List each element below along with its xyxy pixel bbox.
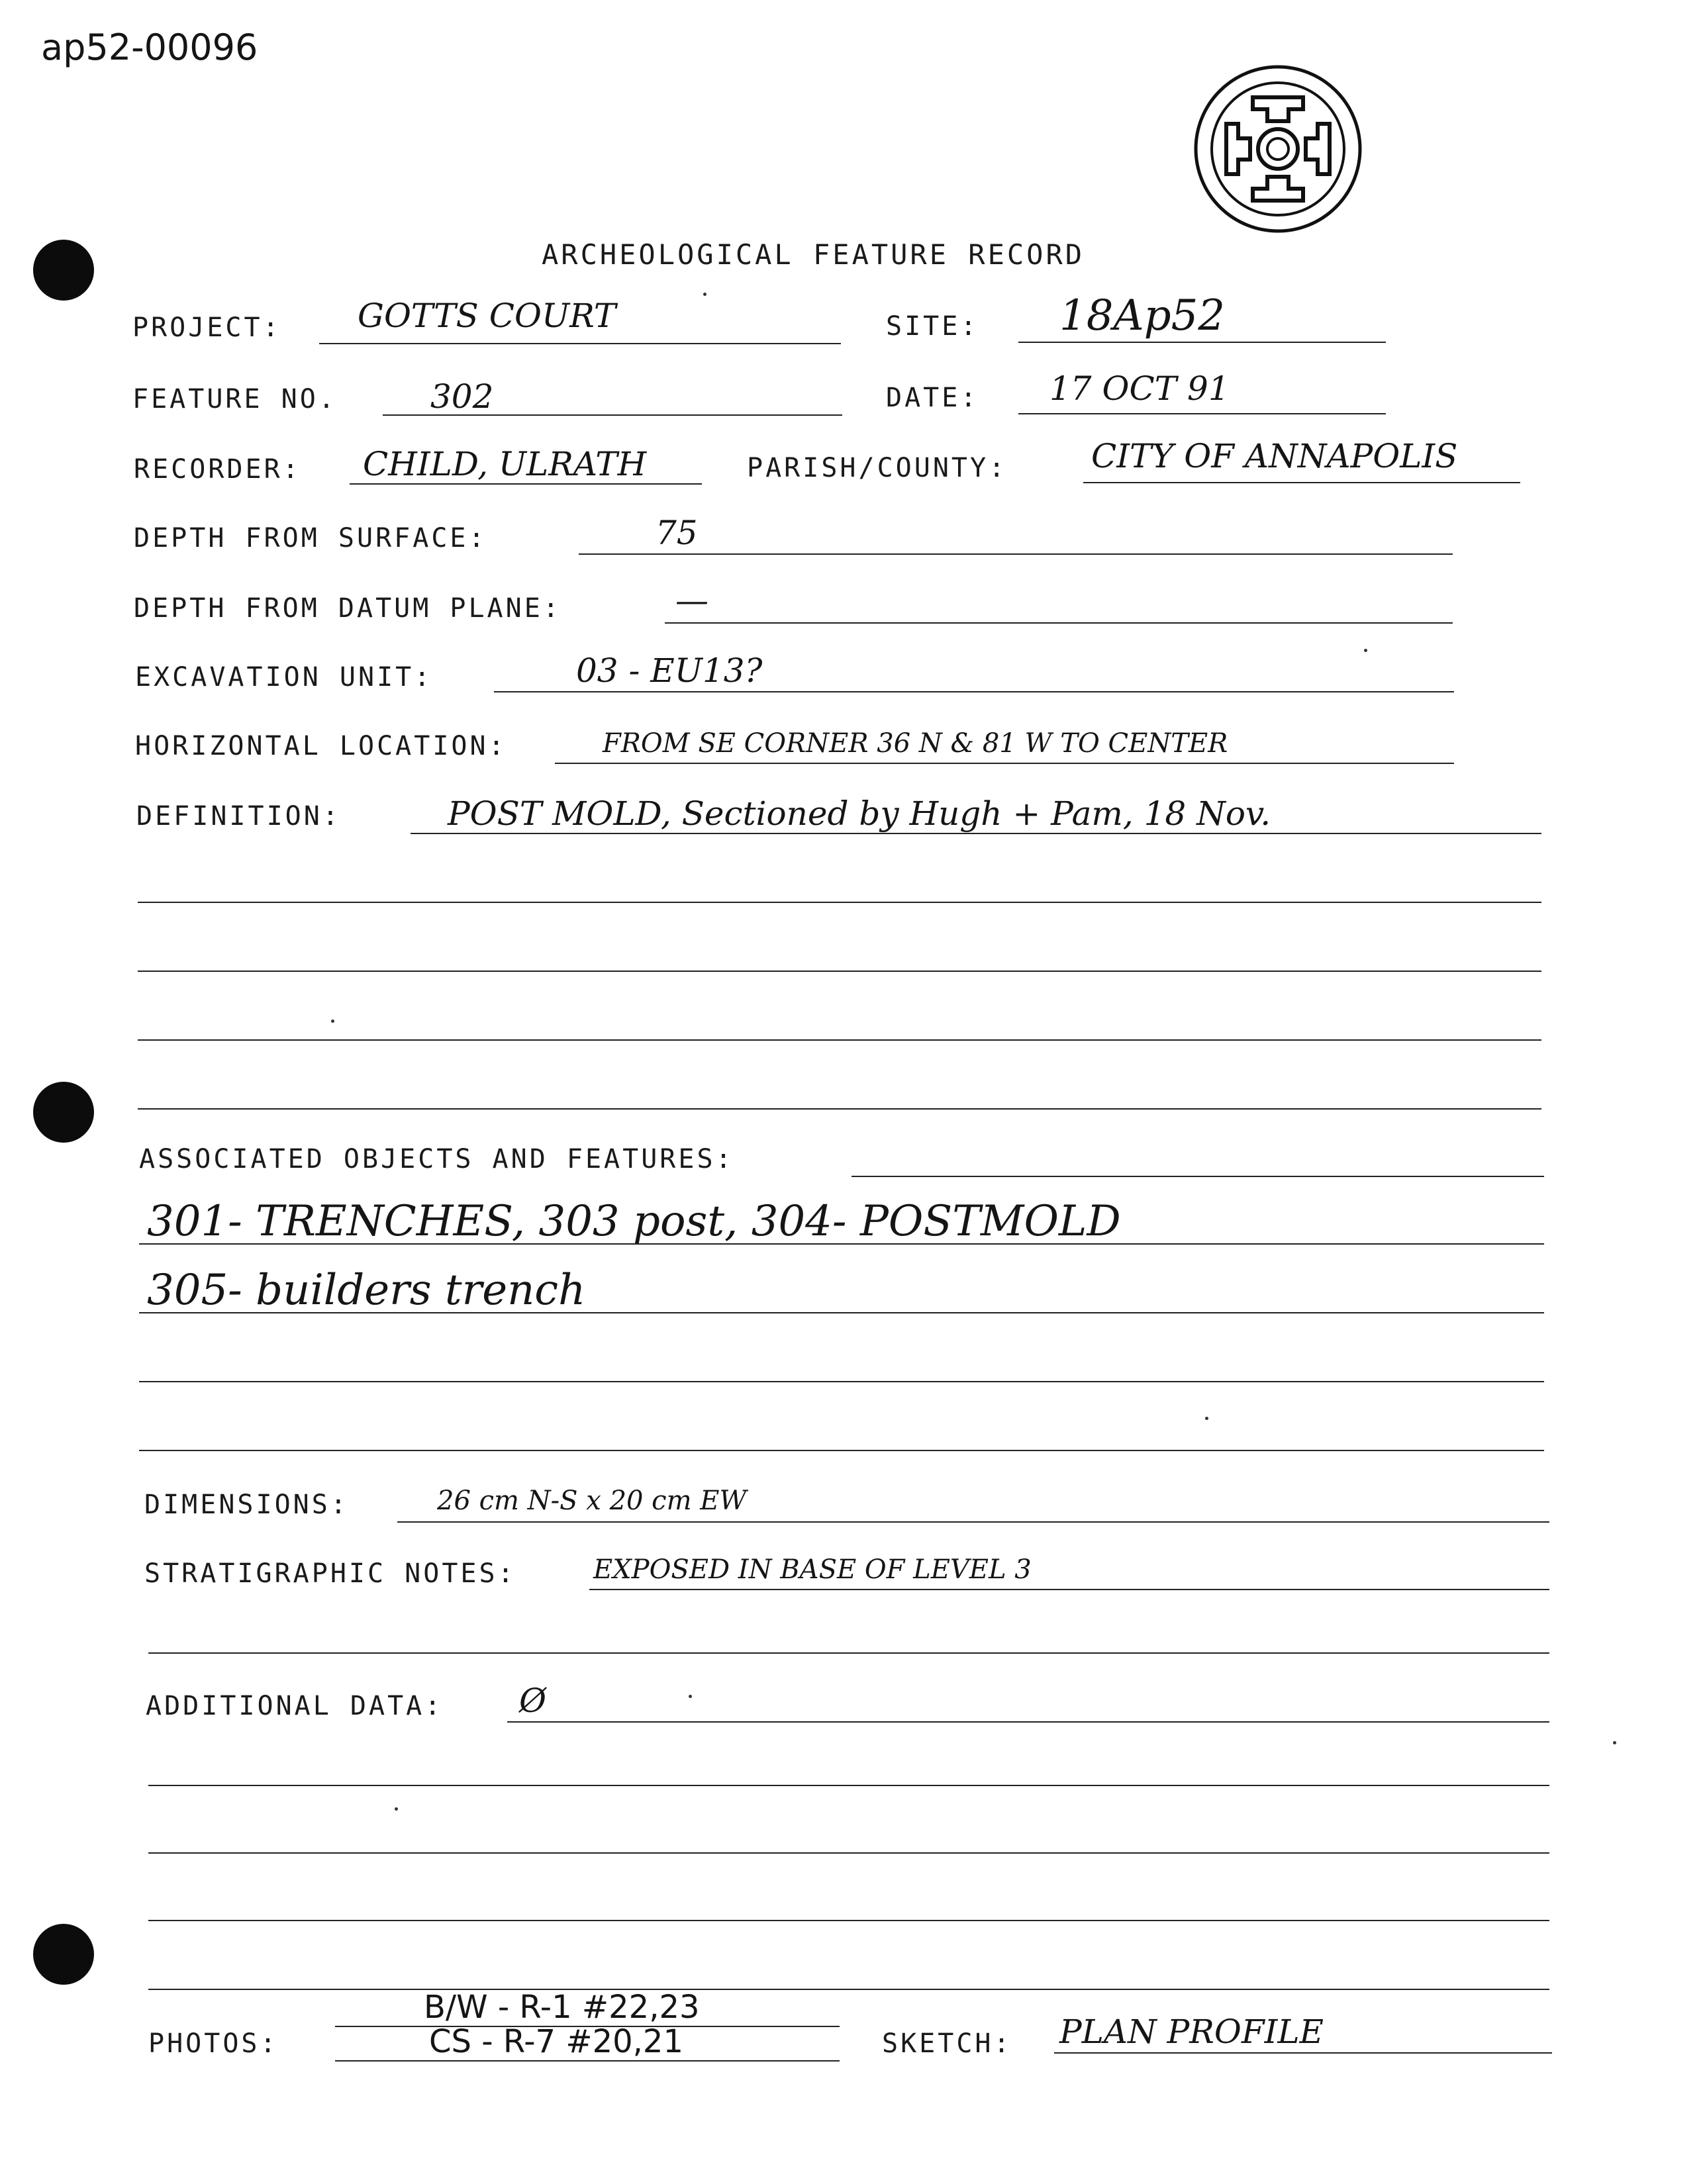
photos-label: PHOTOS: — [148, 2028, 279, 2059]
horizontal-location-value: FROM SE CORNER 36 N & 81 W TO CENTER — [603, 728, 1228, 759]
feature-no-value: 302 — [430, 377, 494, 416]
stratigraphic-value: EXPOSED IN BASE OF LEVEL 3 — [593, 1554, 1032, 1585]
parish-county-label: PARISH/COUNTY: — [747, 453, 1008, 483]
definition-label: DEFINITION: — [136, 801, 341, 831]
date-value: 17 OCT 91 — [1049, 369, 1230, 408]
photos-line-1: B/W - R-1 #22,23 — [424, 1989, 700, 2026]
dimensions-label: DIMENSIONS: — [144, 1490, 349, 1520]
site-value: 18Ap52 — [1059, 291, 1226, 340]
excavation-unit-value: 03 - EU13? — [576, 651, 763, 690]
recorder-label: RECORDER: — [134, 454, 301, 485]
binder-hole-middle — [33, 1082, 94, 1143]
binder-hole-bottom — [33, 1924, 94, 1985]
feature-no-label: FEATURE NO. — [132, 384, 337, 414]
depth-surface-value: 75 — [656, 514, 698, 552]
parish-county-value: CITY OF ANNAPOLIS — [1091, 437, 1458, 475]
associated-label: ASSOCIATED OBJECTS AND FEATURES: — [139, 1144, 734, 1174]
document-id: ap52-00096 — [41, 26, 258, 68]
stratigraphic-label: STRATIGRAPHIC NOTES: — [144, 1558, 516, 1589]
photos-line-2: CS - R-7 #20,21 — [429, 2023, 683, 2060]
recorder-value: CHILD, ULRATH — [363, 445, 647, 483]
logo-seal-icon — [1192, 63, 1364, 235]
depth-surface-label: DEPTH FROM SURFACE: — [134, 523, 487, 553]
horizontal-location-label: HORIZONTAL LOCATION: — [135, 731, 507, 761]
associated-line-2: 305- builders trench — [147, 1266, 586, 1315]
depth-datum-label: DEPTH FROM DATUM PLANE: — [134, 593, 561, 624]
sketch-value: PLAN PROFILE — [1059, 2013, 1324, 2051]
site-label: SITE: — [886, 311, 979, 342]
additional-data-value: Ø — [519, 1682, 546, 1720]
page-title: ARCHEOLOGICAL FEATURE RECORD — [542, 238, 1085, 271]
project-value: GOTTS COURT — [358, 297, 616, 335]
excavation-unit-label: EXCAVATION UNIT: — [135, 662, 433, 692]
associated-line-1: 301- TRENCHES, 303 post, 304- POSTMOLD — [147, 1197, 1121, 1246]
additional-data-label: ADDITIONAL DATA: — [146, 1691, 444, 1721]
sketch-label: SKETCH: — [882, 2028, 1012, 2059]
date-label: DATE: — [886, 383, 979, 413]
depth-datum-value: — — [675, 581, 708, 620]
binder-hole-top — [33, 240, 94, 301]
dimensions-value: 26 cm N-S x 20 cm EW — [437, 1486, 747, 1516]
definition-value: POST MOLD, Sectioned by Hugh + Pam, 18 Nov. — [448, 794, 1271, 833]
project-label: PROJECT: — [132, 312, 281, 343]
